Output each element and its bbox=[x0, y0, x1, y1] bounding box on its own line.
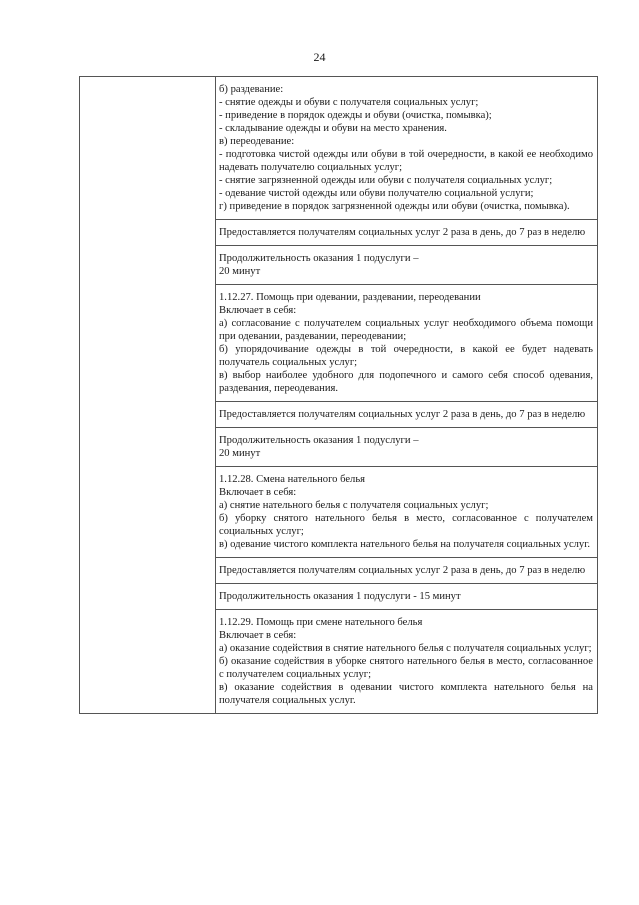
text-line: - снятие одежды и обуви с получателя социальных услуг; bbox=[219, 97, 479, 108]
cell-content bbox=[216, 77, 597, 219]
cell-content bbox=[216, 467, 597, 557]
text-line: б) раздевание: bbox=[219, 84, 284, 95]
table-cell bbox=[216, 220, 598, 246]
cell-content bbox=[216, 402, 597, 427]
text-line: Продолжительность оказания 1 подуслуги - 15 минут bbox=[219, 591, 461, 602]
table-cell bbox=[216, 558, 598, 584]
text-line: а) согласование с получателем социальных услуг необходимого объема помощи при одевании, раздевании, переодевании; bbox=[219, 318, 593, 342]
cell-content bbox=[216, 285, 597, 401]
left-empty-column bbox=[80, 77, 216, 714]
text-line: б) уборку снятого нательного белья в место, согласованное с получателем социальных услуг; bbox=[219, 513, 593, 537]
text-line: а) оказание содействия в снятие нательного белья с получателя социальных услуг; bbox=[219, 643, 592, 654]
text-line: г) приведение в порядок загрязненной одежды или обуви (очистка, помывка). bbox=[219, 201, 570, 212]
text-line: Включает в себя: bbox=[219, 305, 297, 316]
cell-content bbox=[216, 558, 597, 583]
cell-content bbox=[216, 246, 597, 284]
text-line: Предоставляется получателям социальных услуг 2 раза в день, до 7 раз в неделю bbox=[219, 227, 586, 238]
text-line: - снятие загрязненной одежды или обуви с получателя социальных услуг; bbox=[219, 175, 553, 186]
cell-content bbox=[216, 610, 597, 713]
text-line: б) оказание содействия в уборке снятого нательного белья в место, согласованное с получателем социальных услуг; bbox=[219, 656, 593, 680]
text-line: Продолжительность оказания 1 подуслуги – bbox=[219, 435, 419, 446]
text-line: 1.12.29. Помощь при смене нательного белья bbox=[219, 617, 423, 628]
table-cell bbox=[216, 610, 598, 714]
text-line: - подготовка чистой одежды или обуви в той очередности, в какой ее необходимо надевать получателю социальных услуг; bbox=[219, 149, 593, 173]
text-line: в) переодевание: bbox=[219, 136, 295, 147]
table-cell bbox=[216, 428, 598, 467]
text-line: - одевание чистой одежды или обуви получателю социальной услуги; bbox=[219, 188, 534, 199]
table-cell bbox=[216, 467, 598, 558]
text-line: 1.12.28. Смена нательного белья bbox=[219, 474, 366, 485]
page-number: 24 bbox=[313, 50, 326, 64]
text-line: Предоставляется получателям социальных услуг 2 раза в день, до 7 раз в неделю bbox=[219, 565, 586, 576]
cell-content bbox=[216, 428, 597, 466]
table-row bbox=[80, 77, 598, 220]
text-line: б) упорядочивание одежды в той очередности, в какой ее будет надевать получатель социальных услуг; bbox=[219, 344, 593, 368]
text-line: - складывание одежды и обуви на место хранения. bbox=[219, 123, 447, 134]
text-line: а) снятие нательного белья с получателя социальных услуг; bbox=[219, 500, 489, 511]
cell-content bbox=[216, 584, 597, 609]
table-cell bbox=[216, 584, 598, 610]
cell-content bbox=[216, 220, 597, 245]
text-line: Включает в себя: bbox=[219, 630, 297, 641]
text-line: 20 минут bbox=[219, 266, 261, 277]
text-line: 20 минут bbox=[219, 448, 261, 459]
table-cell bbox=[216, 402, 598, 428]
text-line: 1.12.27. Помощь при одевании, раздевании, переодевании bbox=[219, 292, 481, 303]
table-cell bbox=[216, 246, 598, 285]
text-line: - приведение в порядок одежды и обуви (очистка, помывка); bbox=[219, 110, 492, 121]
text-line: в) одевание чистого комплекта нательного белья на получателя социальных услуг. bbox=[219, 539, 591, 550]
text-line: Продолжительность оказания 1 подуслуги – bbox=[219, 253, 419, 264]
text-line: в) оказание содействия в одевании чистого комплекта нательного белья на получателя социальных услуг. bbox=[219, 682, 593, 706]
text-line: Включает в себя: bbox=[219, 487, 297, 498]
text-line: Предоставляется получателям социальных услуг 2 раза в день, до 7 раз в неделю bbox=[219, 409, 586, 420]
table-cell bbox=[216, 77, 598, 220]
services-table bbox=[79, 76, 598, 714]
text-line: в) выбор наиболее удобного для подопечного и самого себя способ одевания, раздевания, переодевания. bbox=[219, 370, 593, 394]
table-cell bbox=[216, 285, 598, 402]
